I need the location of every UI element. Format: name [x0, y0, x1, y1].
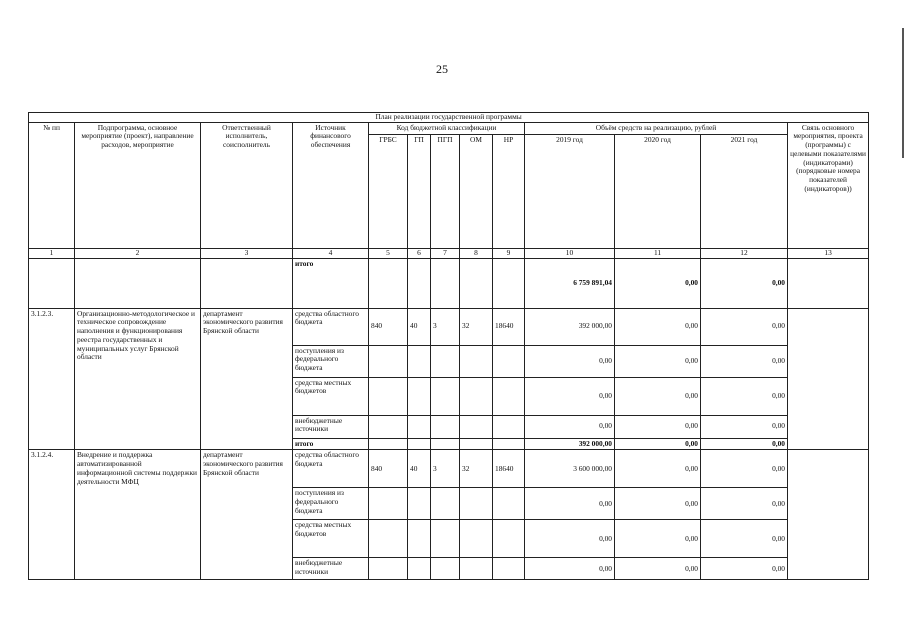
scan-edge-line: [902, 28, 904, 158]
indicator-link: [788, 450, 869, 580]
column-number: 13: [788, 248, 869, 258]
total-2019: 392 000,00: [525, 438, 615, 450]
value-2019: 0,00: [525, 377, 615, 415]
funding-source: внебюджетные источники: [293, 558, 369, 580]
code-om: [460, 345, 493, 377]
header-num: № пп: [29, 122, 75, 248]
value-2020: 0,00: [615, 520, 701, 558]
column-number: 4: [293, 248, 369, 258]
code-gp: [408, 488, 431, 520]
item-name: Внедрение и поддержка автоматизированной информационной системы поддержки деятельности МФЦ: [75, 450, 201, 580]
total-2019: 6 759 891,04: [525, 258, 615, 308]
table-title: План реализации государственной программы: [29, 113, 869, 123]
code-grbs: [369, 415, 408, 438]
table-row: [29, 258, 869, 308]
value-2021: 0,00: [701, 558, 788, 580]
column-number: 3: [201, 248, 293, 258]
funding-source: внебюджетные источники: [293, 415, 369, 438]
total-2021: 0,00: [701, 438, 788, 450]
code-gp: [408, 415, 431, 438]
column-number: 2: [75, 248, 201, 258]
header-pgp: ПГП: [431, 134, 460, 248]
code-nr: 18640: [493, 450, 525, 488]
header-nr: НР: [493, 134, 525, 248]
header-gp: ГП: [408, 134, 431, 248]
header-link: Связь основного мероприятия, проекта (программы) с целевыми показателями (индикаторами) (порядковые номера показателей (индикаторов)): [788, 122, 869, 248]
code-nr: [493, 488, 525, 520]
code-pgp: [431, 345, 460, 377]
code-om: [460, 377, 493, 415]
total-label: итого: [293, 258, 369, 308]
column-number: 11: [615, 248, 701, 258]
item-num: 3.1.2.4.: [29, 450, 75, 580]
code-nr: [493, 520, 525, 558]
value-2019: 0,00: [525, 345, 615, 377]
code-grbs: 840: [369, 450, 408, 488]
code-grbs: [369, 520, 408, 558]
funding-source: средства местных бюджетов: [293, 377, 369, 415]
column-number: 1: [29, 248, 75, 258]
code-gp: [408, 520, 431, 558]
header-2019: 2019 год: [525, 134, 615, 248]
code-pgp: 3: [431, 450, 460, 488]
code-om: [460, 520, 493, 558]
value-2021: 0,00: [701, 415, 788, 438]
table-row: [29, 450, 869, 488]
value-2019: 0,00: [525, 415, 615, 438]
value-2021: 0,00: [701, 520, 788, 558]
column-number: 8: [460, 248, 493, 258]
header-2020: 2020 год: [615, 134, 701, 248]
item-responsible: департамент экономического развития Брянской области: [201, 308, 293, 450]
value-2020: 0,00: [615, 450, 701, 488]
code-pgp: [431, 520, 460, 558]
total-label: итого: [293, 438, 369, 450]
code-grbs: [369, 377, 408, 415]
header-grbs: ГРБС: [369, 134, 408, 248]
header-volume: Объём средств на реализацию, рублей: [525, 122, 788, 134]
code-om: [460, 415, 493, 438]
value-2019: 0,00: [525, 488, 615, 520]
item-name: Организационно-методологическое и техническое сопровождение наполнения и функционирования реестра государственных и муниципальных услуг Брянской области: [75, 308, 201, 450]
program-plan-table: [28, 112, 869, 580]
code-gp: [408, 377, 431, 415]
value-2020: 0,00: [615, 308, 701, 345]
code-nr: 18640: [493, 308, 525, 345]
item-num: 3.1.2.3.: [29, 308, 75, 450]
code-grbs: [369, 345, 408, 377]
code-pgp: 3: [431, 308, 460, 345]
header-subprogram: Подпрограмма, основное мероприятие (проект), направление расходов, мероприятие: [75, 122, 201, 248]
value-2021: 0,00: [701, 377, 788, 415]
code-pgp: [431, 415, 460, 438]
value-2020: 0,00: [615, 415, 701, 438]
column-number: 12: [701, 248, 788, 258]
column-number: 10: [525, 248, 615, 258]
column-number-row: [29, 248, 869, 258]
code-gp: [408, 558, 431, 580]
value-2020: 0,00: [615, 558, 701, 580]
value-2019: 0,00: [525, 520, 615, 558]
funding-source: поступления из федерального бюджета: [293, 488, 369, 520]
value-2019: 392 000,00: [525, 308, 615, 345]
table-row: [29, 308, 869, 345]
code-gp: 40: [408, 308, 431, 345]
value-2019: 3 600 000,00: [525, 450, 615, 488]
header-om: ОМ: [460, 134, 493, 248]
total-2020: 0,00: [615, 258, 701, 308]
funding-source: средства местных бюджетов: [293, 520, 369, 558]
code-gp: [408, 345, 431, 377]
column-number: 9: [493, 248, 525, 258]
column-number: 5: [369, 248, 408, 258]
total-2021: 0,00: [701, 258, 788, 308]
header-2021: 2021 год: [701, 134, 788, 248]
code-nr: [493, 377, 525, 415]
value-2021: 0,00: [701, 450, 788, 488]
code-grbs: [369, 488, 408, 520]
value-2020: 0,00: [615, 377, 701, 415]
value-2021: 0,00: [701, 488, 788, 520]
header-source: Источник финансового обеспечения: [293, 122, 369, 248]
code-pgp: [431, 377, 460, 415]
value-2021: 0,00: [701, 308, 788, 345]
value-2020: 0,00: [615, 345, 701, 377]
funding-source: средства областного бюджета: [293, 308, 369, 345]
code-om: [460, 488, 493, 520]
code-pgp: [431, 488, 460, 520]
item-responsible: департамент экономического развития Брянской области: [201, 450, 293, 580]
page-number: 25: [436, 62, 448, 76]
code-grbs: 840: [369, 308, 408, 345]
code-om: [460, 558, 493, 580]
header-responsible: Ответственный исполнитель, соисполнитель: [201, 122, 293, 248]
column-number: 7: [431, 248, 460, 258]
code-nr: [493, 558, 525, 580]
code-pgp: [431, 558, 460, 580]
code-om: 32: [460, 450, 493, 488]
code-om: 32: [460, 308, 493, 345]
code-gp: 40: [408, 450, 431, 488]
code-nr: [493, 415, 525, 438]
funding-source: поступления из федерального бюджета: [293, 345, 369, 377]
column-number: 6: [408, 248, 431, 258]
total-2020: 0,00: [615, 438, 701, 450]
code-grbs: [369, 558, 408, 580]
funding-source: средства областного бюджета: [293, 450, 369, 488]
header-budget-code: Код бюджетной классификации: [369, 122, 525, 134]
value-2021: 0,00: [701, 345, 788, 377]
value-2020: 0,00: [615, 488, 701, 520]
indicator-link: [788, 308, 869, 450]
value-2019: 0,00: [525, 558, 615, 580]
code-nr: [493, 345, 525, 377]
